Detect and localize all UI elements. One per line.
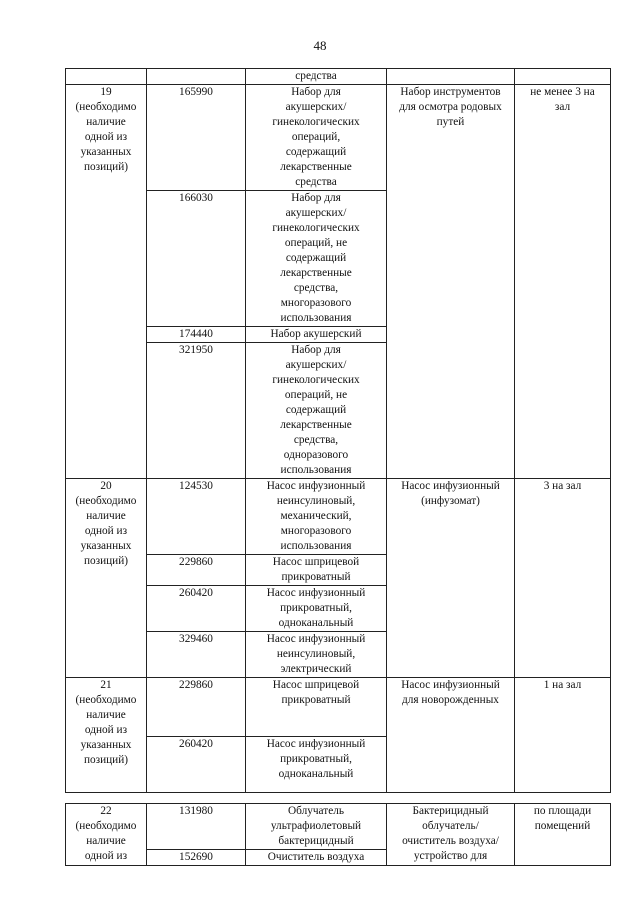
cell-equipment-20: Насос инфузионный (инфузомат) bbox=[387, 479, 515, 678]
cell-code: 174440 bbox=[147, 327, 246, 343]
cell-position bbox=[66, 69, 147, 85]
cell-code: 152690 bbox=[147, 850, 246, 866]
equipment-table bbox=[65, 68, 611, 866]
cell-equipment-22: Бактерицидный облучатель/ очиститель воздуха/ устройство для bbox=[387, 804, 515, 866]
cell-code: 229860 bbox=[147, 678, 246, 737]
cell-name: Насос инфузионный неинсулиновый, механический, многоразового использования bbox=[246, 479, 387, 555]
cell-quantity-19: не менее 3 на зал bbox=[515, 85, 611, 479]
cell-name: Набор для акушерских/ гинекологических операций, не содержащий лекарственные средства, многоразового использования bbox=[246, 191, 387, 327]
cell-equipment bbox=[387, 69, 515, 85]
table-row bbox=[66, 85, 611, 191]
cell-code: 131980 bbox=[147, 804, 246, 850]
cell-position-21: 21 (необходимо наличие одной из указанных позиций) bbox=[66, 678, 147, 793]
cell-quantity-21: 1 на зал bbox=[515, 678, 611, 793]
table-row-continuation bbox=[66, 69, 611, 85]
cell-equipment-19: Набор инструментов для осмотра родовых путей bbox=[387, 85, 515, 479]
cell-position-22: 22 (необходимо наличие одной из bbox=[66, 804, 147, 866]
cell-position-20: 20 (необходимо наличие одной из указанных позиций) bbox=[66, 479, 147, 678]
table-row bbox=[66, 479, 611, 555]
table-gap-cell bbox=[66, 793, 611, 804]
cell-code: 165990 bbox=[147, 85, 246, 191]
page-number: 48 bbox=[313, 38, 327, 53]
cell-name: Насос инфузионный прикроватный, одноканальный bbox=[246, 586, 387, 632]
cell-name: Очиститель воздуха bbox=[246, 850, 387, 866]
cell-code: 124530 bbox=[147, 479, 246, 555]
cell-position-19: 19 (необходимо наличие одной из указанных позиций) bbox=[66, 85, 147, 479]
cell-name: Набор для акушерских/ гинекологических операций, содержащий лекарственные средства bbox=[246, 85, 387, 191]
cell-name: Насос шприцевой прикроватный bbox=[246, 555, 387, 586]
cell-code: 321950 bbox=[147, 343, 246, 479]
cell-name: Насос инфузионный прикроватный, одноканальный bbox=[246, 737, 387, 793]
cell-equipment-21: Насос инфузионный для новорожденных bbox=[387, 678, 515, 793]
table-row bbox=[66, 678, 611, 737]
cell-code: 329460 bbox=[147, 632, 246, 678]
cell-name: Набор для акушерских/ гинекологических операций, не содержащий лекарственные средства, одноразового использования bbox=[246, 343, 387, 479]
cell-name: Облучатель ультрафиолетовый бактерицидный bbox=[246, 804, 387, 850]
cell-quantity-20: 3 на зал bbox=[515, 479, 611, 678]
cell-code: 166030 bbox=[147, 191, 246, 327]
cell-name: Набор акушерский bbox=[246, 327, 387, 343]
table-row bbox=[66, 804, 611, 850]
cell-name: Насос инфузионный неинсулиновый, электрический bbox=[246, 632, 387, 678]
cell-code: 260420 bbox=[147, 737, 246, 793]
cell-quantity-22: по площади помещений bbox=[515, 804, 611, 866]
cell-code: 260420 bbox=[147, 586, 246, 632]
cell-name: Насос шприцевой прикроватный bbox=[246, 678, 387, 737]
cell-code bbox=[147, 69, 246, 85]
cell-name: средства bbox=[246, 69, 387, 85]
cell-quantity bbox=[515, 69, 611, 85]
cell-code: 229860 bbox=[147, 555, 246, 586]
table-gap bbox=[66, 793, 611, 804]
